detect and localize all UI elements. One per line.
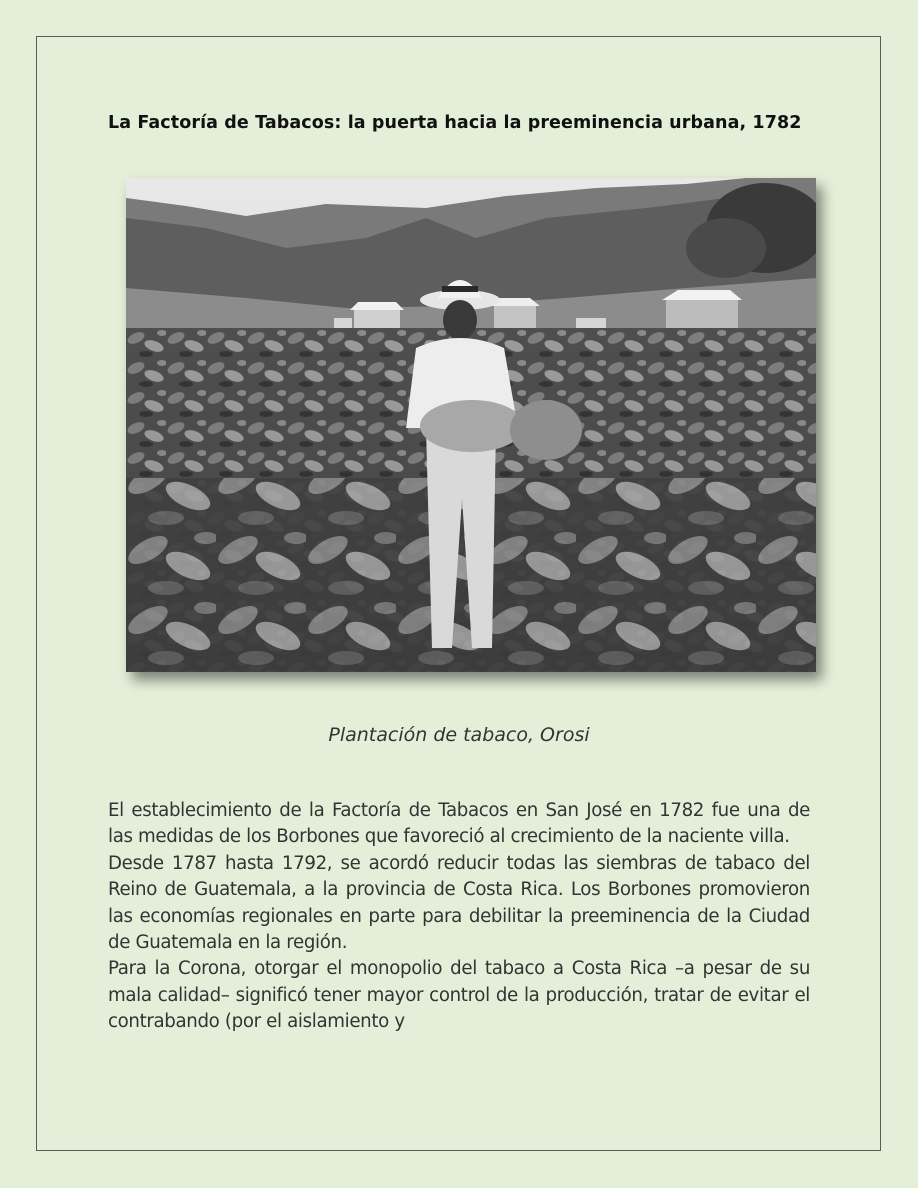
- photo-illustration: [126, 178, 816, 672]
- paragraph: Para la Corona, otorgar el monopolio del tabaco a Costa Rica –a pesar de su mala calidad– significó tener mayor control de la producción, tratar de evitar el contrabando (por el aislamiento y: [108, 958, 810, 1033]
- paragraph: El establecimiento de la Factoría de Tabacos en San José en 1782 fue una de las medidas de los Borbones que favoreció al crecimiento de la naciente villa.: [108, 800, 810, 848]
- paragraph: Desde 1787 hasta 1792, se acordó reducir todas las siembras de tabaco del Reino de Guatemala, a la provincia de Costa Rica. Los Borbones promovieron las economías regionales en parte para debilitar la preeminencia de la Ciudad de Guatemala en la región.: [108, 852, 810, 954]
- page-title: La Factoría de Tabacos: la puerta hacia la preeminencia urbana, 1782: [108, 113, 802, 133]
- tobacco-plantation-photo: [126, 178, 816, 672]
- photo-caption: Plantación de tabaco, Orosi: [328, 724, 590, 746]
- body-text: [108, 798, 810, 1036]
